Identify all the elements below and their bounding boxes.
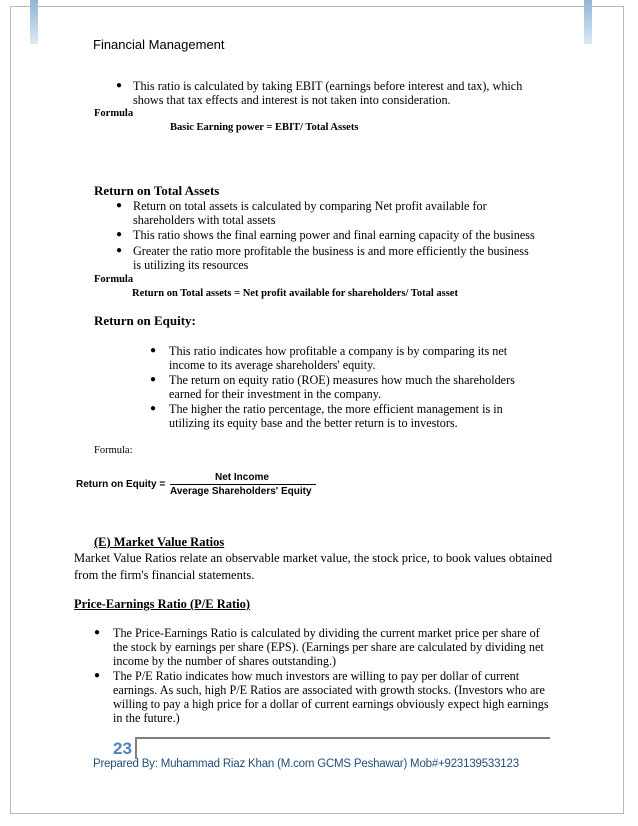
- mvr-heading: (E) Market Value Ratios: [94, 535, 225, 549]
- roe-heading: Return on Equity:: [94, 313, 196, 328]
- roe-equation-denominator: Average Shareholders' Equity: [170, 486, 312, 497]
- bullet-icon: ●: [116, 229, 123, 240]
- bullet-icon: ●: [150, 374, 157, 385]
- roe-bullet-1-cont: income to its average shareholders' equity.: [169, 358, 376, 372]
- bullet-icon: ●: [116, 200, 123, 211]
- pe-bullet-1-line-3: income by the number of shares outstanding.): [113, 654, 337, 668]
- pe-bullet-2-line-2: earnings. As such, high P/E Ratios are associated with growth stocks. (Investors who are: [113, 683, 545, 697]
- rota-bullet-3-cont: is utilizing its resources: [133, 258, 249, 272]
- roe-bullet-3: The higher the ratio percentage, the more efficient management is in: [169, 402, 503, 416]
- pe-bullet-2-line-1: The P/E Ratio indicates how much investors are willing to pay per dollar of current: [113, 669, 520, 683]
- pe-bullet-1-line-1: The Price-Earnings Ratio is calculated by dividing the current market price per share of: [113, 626, 540, 640]
- roe-equation-numerator: Net Income: [215, 472, 269, 483]
- rota-bullet-3: Greater the ratio more profitable the business is and more efficiently the business: [133, 244, 529, 258]
- roe-formula-label: Formula:: [94, 445, 133, 456]
- page-number: 23: [113, 739, 132, 758]
- roe-bullet-2-cont: earned for their investment in the company.: [169, 387, 382, 401]
- rota-heading: Return on Total Assets: [94, 183, 220, 198]
- bullet-icon: ●: [94, 670, 101, 681]
- decorative-bar-left: [30, 0, 38, 44]
- page-header: Financial Management: [93, 37, 225, 52]
- roe-equation-left: Return on Equity =: [76, 479, 166, 490]
- rota-bullet-1-cont: shareholders with total assets: [133, 213, 276, 227]
- rota-bullet-1: Return on total assets is calculated by comparing Net profit available for: [133, 199, 487, 213]
- bep-formula-label: Formula: [94, 108, 134, 119]
- page-footer: Prepared By: Muhammad Riaz Khan (M.com GCMS Peshawar) Mob#+923139533123: [93, 758, 519, 770]
- fraction-bar: [170, 484, 316, 485]
- pe-bullet-2-line-3: willing to pay a high price for a dollar of current earnings obviously expect high earnings: [113, 697, 549, 711]
- bullet-icon: ●: [116, 80, 123, 91]
- rota-formula-label: Formula: [94, 274, 134, 285]
- rota-formula: Return on Total assets = Net profit available for shareholders/ Total asset: [132, 288, 458, 299]
- bep-bullet: This ratio is calculated by taking EBIT (earnings before interest and tax), which: [133, 79, 523, 93]
- bep-bullet-cont: shows that tax effects and interest is not taken into consideration.: [133, 93, 451, 107]
- pe-bullet-1-line-2: the stock by earnings per share (EPS). (Earnings per share are calculated by dividing net: [113, 640, 544, 654]
- bep-formula: Basic Earning power = EBIT/ Total Assets: [170, 122, 359, 133]
- page-number-separator: [135, 739, 137, 759]
- pe-bullet-2-line-4: in the future.): [113, 711, 180, 725]
- bullet-icon: ●: [150, 345, 157, 356]
- rota-bullet-2: This ratio shows the final earning power and final earning capacity of the business: [133, 228, 535, 242]
- roe-bullet-1: This ratio indicates how profitable a company is by comparing its net: [169, 344, 508, 358]
- footer-rule: [135, 737, 550, 739]
- roe-bullet-2: The return on equity ratio (ROE) measures how much the shareholders: [169, 373, 515, 387]
- roe-bullet-3-cont: utilizing its equity base and the better return is to investors.: [169, 416, 458, 430]
- bullet-icon: ●: [150, 403, 157, 414]
- bullet-icon: ●: [116, 245, 123, 256]
- bullet-icon: ●: [94, 627, 101, 638]
- mvr-line-2: from the firm's financial statements.: [74, 568, 255, 582]
- pe-heading: Price-Earnings Ratio (P/E Ratio): [74, 597, 251, 611]
- decorative-bar-right: [584, 0, 592, 44]
- mvr-line-1: Market Value Ratios relate an observable market value, the stock price, to book values obtained: [74, 551, 553, 565]
